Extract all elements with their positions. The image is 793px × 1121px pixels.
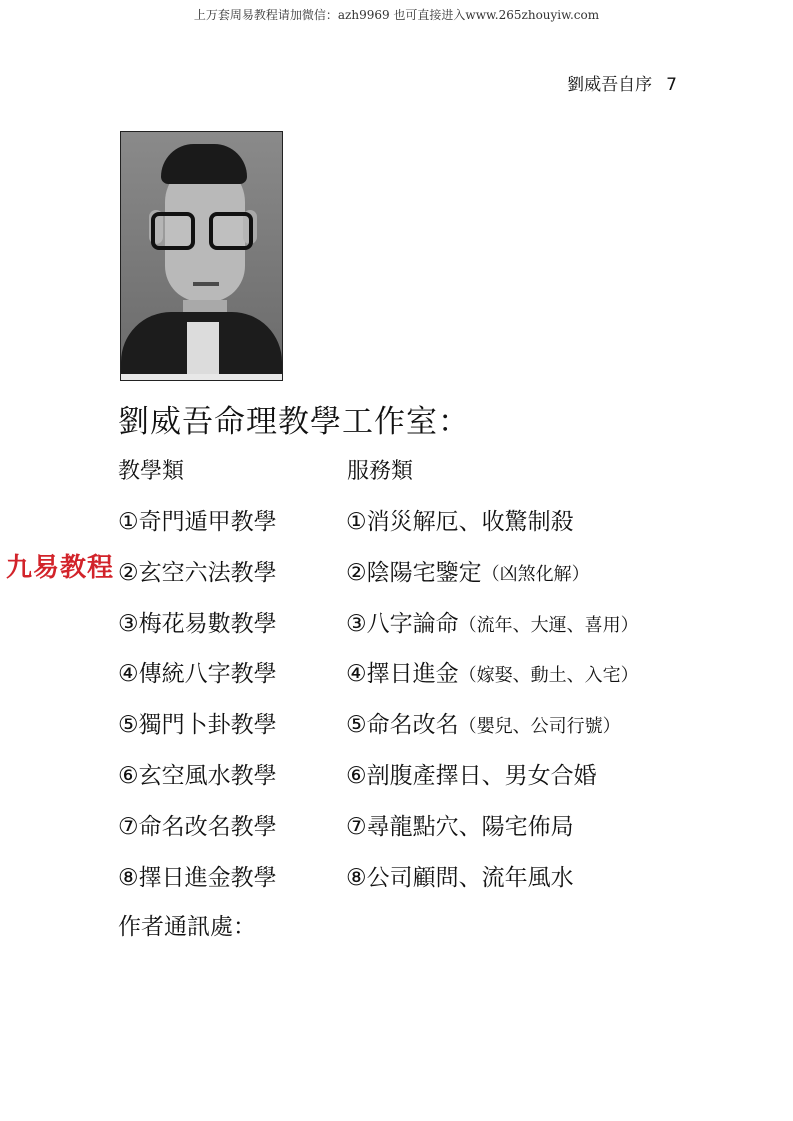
teaching-item: ⑤獨門卜卦教學 <box>118 712 277 738</box>
service-item <box>346 808 574 841</box>
service-item <box>346 503 574 536</box>
portrait-mouth <box>193 282 219 286</box>
service-item-main: ④擇日進金 <box>346 661 459 687</box>
teaching-item: ⑧擇日進金教學 <box>118 865 277 891</box>
contact-label: 作者通訊處： <box>118 914 256 940</box>
service-item-main: ⑦尋龍點穴、陽宅佈局 <box>346 814 574 840</box>
service-item <box>346 706 621 739</box>
portrait-border-strip <box>121 374 282 380</box>
top-banner-text: 上万套周易教程请加微信：azh9969 也可直接进入www.265zhouyiw.com <box>193 8 600 22</box>
running-header-title: 劉威吾自序 <box>567 75 653 95</box>
teaching-item: ⑦命名改名教學 <box>118 814 277 840</box>
teaching-item: ④傳統八字教學 <box>118 661 277 687</box>
page-number: 7 <box>666 75 677 95</box>
teaching-item: ①奇門遁甲教學 <box>118 509 277 535</box>
service-item-main: ⑤命名改名 <box>346 712 459 738</box>
service-item <box>346 554 590 587</box>
portrait-shirt <box>187 322 219 381</box>
running-header <box>567 70 677 95</box>
portrait-hair <box>161 144 247 184</box>
service-item <box>346 605 639 638</box>
service-item-main: ③八字論命 <box>346 611 459 637</box>
studio-title: 劉威吾命理教學工作室： <box>118 404 470 440</box>
service-heading: 服務類 <box>347 459 414 484</box>
portrait-glasses-left <box>151 212 195 250</box>
service-item <box>346 655 639 688</box>
service-item-main: ⑧公司顧問、流年風水 <box>346 865 574 891</box>
portrait-glasses-right <box>209 212 253 250</box>
service-item-main: ②陰陽宅鑒定 <box>346 560 482 586</box>
service-item-note: （嫁娶、動土、入宅） <box>458 665 639 686</box>
author-portrait-photo <box>120 131 283 381</box>
service-item-main: ①消災解厄、收驚制殺 <box>346 509 574 535</box>
service-item <box>346 757 597 790</box>
teaching-item: ②玄空六法教學 <box>118 560 277 586</box>
teaching-heading: 教學類 <box>118 459 185 484</box>
service-item-main: ⑥剖腹產擇日、男女合婚 <box>346 763 597 789</box>
teaching-item: ③梅花易數教學 <box>118 611 277 637</box>
service-item <box>346 859 574 892</box>
service-item-note: （凶煞化解） <box>481 564 590 585</box>
teaching-item: ⑥玄空風水教學 <box>118 763 277 789</box>
watermark-logo: 九易教程 <box>6 553 115 583</box>
service-item-note: （流年、大運、喜用） <box>458 615 639 636</box>
service-item-note: （嬰兒、公司行號） <box>458 716 621 737</box>
